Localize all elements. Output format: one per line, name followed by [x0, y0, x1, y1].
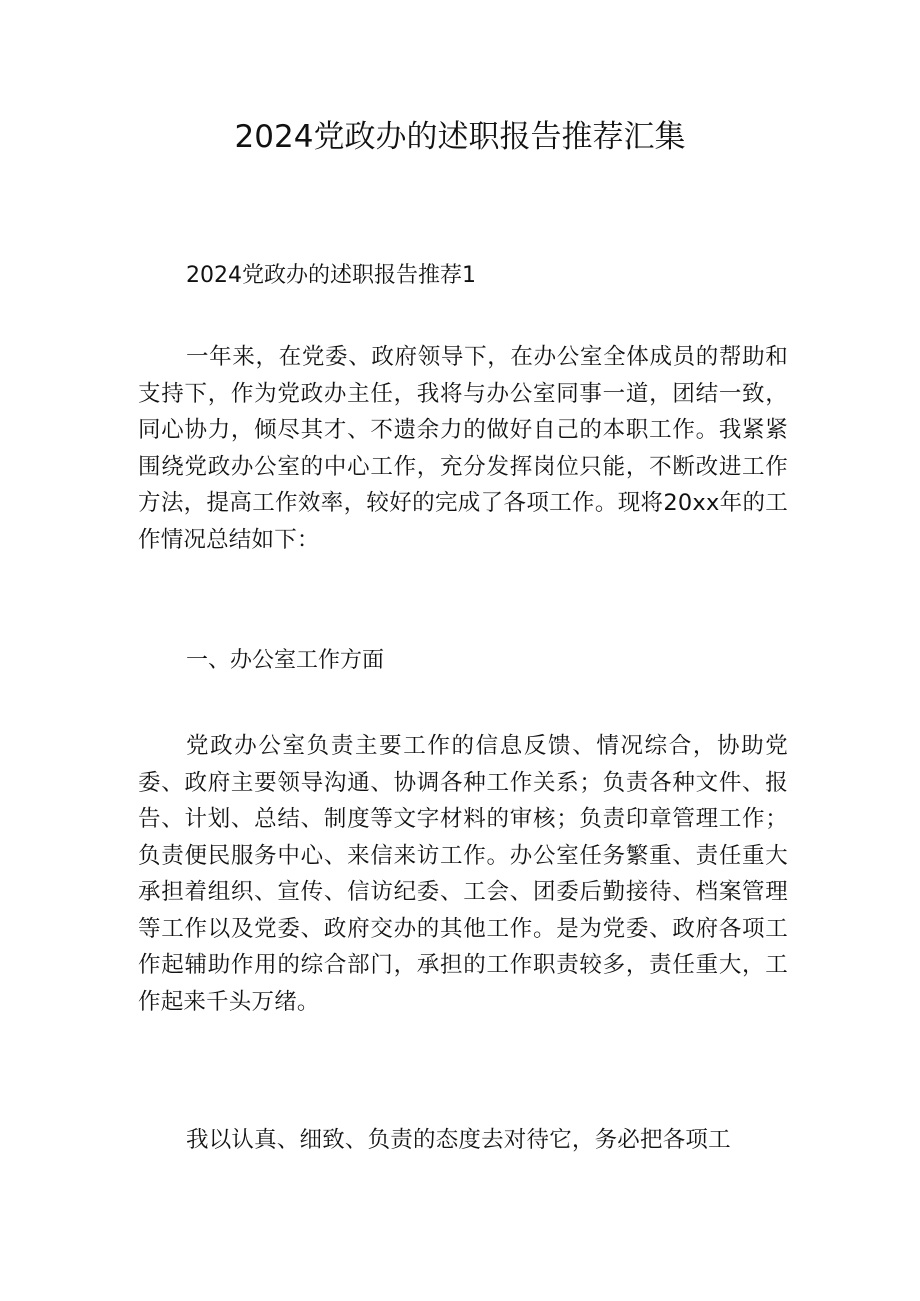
sub-heading-office-work: 一、办公室工作方面	[186, 648, 385, 673]
section-heading: 2024党政办的述职报告推荐1	[186, 263, 476, 288]
paragraph-intro: 一年来，在党委、政府领导下，在办公室全体成员的帮助和支持下，作为党政办主任，我将与办公室同事一道，团结一致，同心协力，倾尽其才、不遗余力的做好自己的本职工作。我紧紧围绕党政办公室的中心工作，充分发挥岗位只能，不断改进工作方法，提高工作效率，较好的完成了各项工作。现将20xx年的工作情况总结如下：	[138, 344, 788, 553]
paragraph-office-duties: 党政办公室负责主要工作的信息反馈、情况综合，协助党委、政府主要领导沟通、协调各种工作关系；负责各种文件、报告、计划、总结、制度等文字材料的审核；负责印章管理工作；负责便民服务中心、来信来访工作。办公室任务繁重、责任重大承担着组织、宣传、信访纪委、工会、团委后勤接待、档案管理等工作以及党委、政府交办的其他工作。是为党委、政府各项工作起辅助作用的综合部门，承担的工作职责较多，责任重大，工作起来千头万绪。	[138, 733, 788, 1015]
paragraph-attitude: 我以认真、细致、负责的态度去对待它，务必把各项工	[186, 1127, 731, 1153]
document-title: 2024党政办的述职报告推荐汇集	[234, 119, 686, 155]
